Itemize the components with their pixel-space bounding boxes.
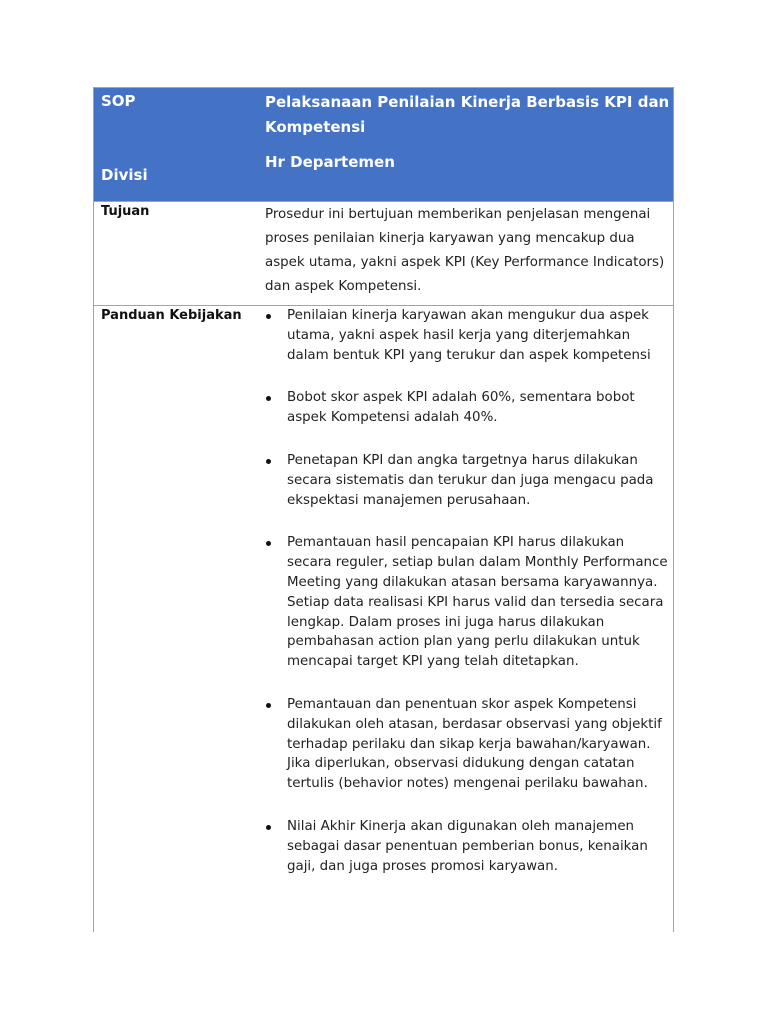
department-name: Hr Departemen (265, 153, 395, 171)
panduan-row (94, 306, 673, 933)
divisi-label: Divisi (101, 166, 148, 184)
tujuan-label: Tujuan (101, 204, 150, 219)
tujuan-text: Prosedur ini bertujuan memberikan penjelasan mengenai proses penilaian kinerja karyawan yang mencakup dua aspek utama, yakni aspek KPI (Key Performance Indicators) dan aspek Kompetensi. (265, 207, 665, 294)
tujuan-row (94, 201, 673, 306)
list-item: Pemantauan hasil pencapaian KPI harus dilakukan secara reguler, setiap bulan dalam Monthly Performance Meeting yang dilakukan atasan bersama karyawannya. Setiap data realisasi KPI harus valid dan tersedia secara lengkap. Dalam proses ini juga harus dilakukan pembahasan action plan yang perlu dilakukan untuk mencapai target KPI yang telah ditetapkan. (265, 533, 669, 672)
list-item: Pemantauan dan penentuan skor aspek Kompetensi dilakukan oleh atasan, berdasar observasi yang objektif terhadap perilaku dan sikap kerja bawahan/karyawan. Jika diperlukan, observasi didukung dengan catatan tertulis (behavior notes) mengenai perilaku bawahan. (265, 695, 669, 794)
panduan-list (265, 306, 669, 899)
panduan-label: Panduan Kebijakan (101, 308, 242, 323)
list-item: Nilai Akhir Kinerja akan digunakan oleh manajemen sebagai dasar penentuan pemberian bonus, kenaikan gaji, dan juga proses promosi karyawan. (265, 817, 669, 876)
sop-title: Pelaksanaan Penilaian Kinerja Berbasis KPI dan Kompetensi (265, 93, 670, 136)
list-item: Penilaian kinerja karyawan akan mengukur dua aspek utama, yakni aspek hasil kerja yang diterjemahkan dalam bentuk KPI yang terukur dan aspek kompetensi (265, 306, 669, 365)
list-item: Penetapan KPI dan angka targetnya harus dilakukan secara sistematis dan terukur dan juga mengacu pada ekspektasi manajemen perusahaan. (265, 451, 669, 510)
sop-label: SOP (101, 92, 136, 110)
sop-header (94, 88, 673, 202)
list-item: Bobot skor aspek KPI adalah 60%, sementara bobot aspek Kompetensi adalah 40%. (265, 388, 669, 428)
sop-table (93, 87, 674, 932)
